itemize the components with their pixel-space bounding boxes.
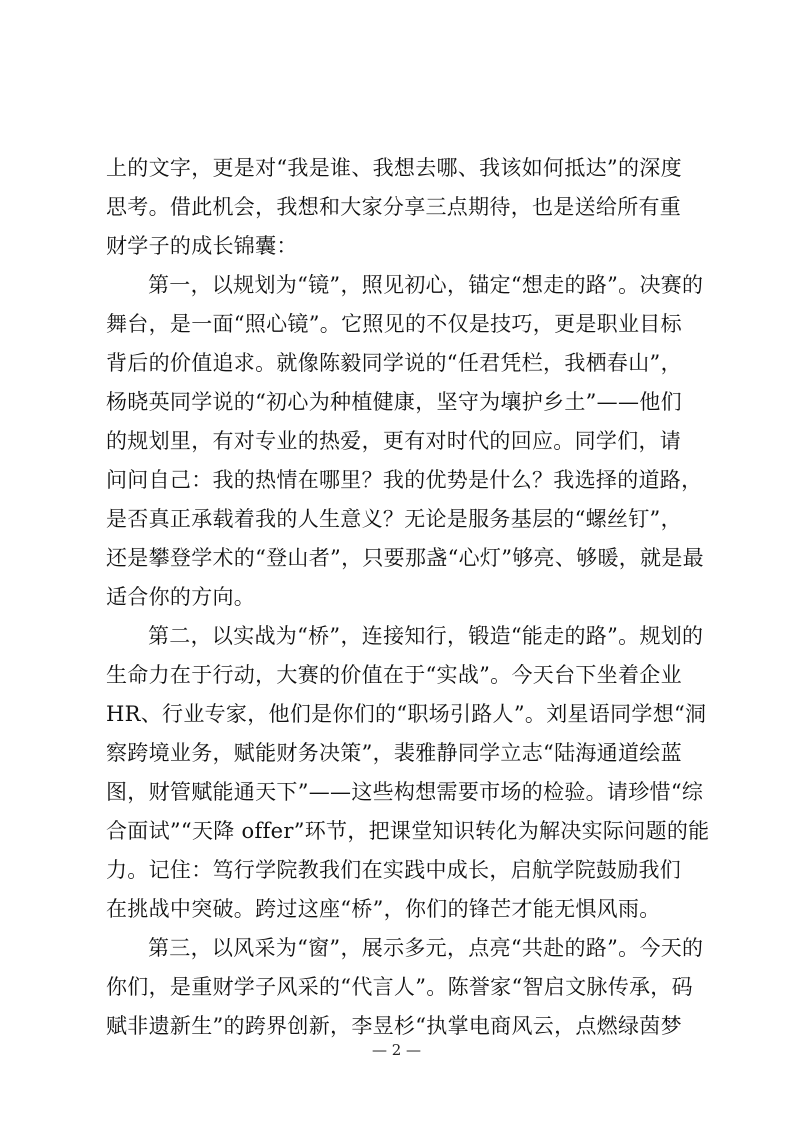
text-line: 的规划里，有对专业的热爱，更有对时代的回应。同学们，请: [106, 429, 682, 453]
text-line: 财学子的成长锦囊：: [106, 234, 298, 258]
text-line: 思考。借此机会，我想和大家分享三点期待，也是送给所有重: [106, 195, 682, 219]
text-line: 杨晓英同学说的“初心为种植健康，坚守为壤护乡土”——他们: [106, 390, 682, 414]
text-line: HR、行业专家，他们是你们的“职场引路人”。刘星语同学想“洞: [106, 702, 707, 726]
text-line: 力。记住：笃行学院教我们在实践中成长，启航学院鼓励我们: [106, 858, 682, 882]
text-line: 生命力在于行动，大赛的价值在于“实战”。今天台下坐着企业: [106, 663, 682, 687]
text-line: 第一，以规划为“镜”，照见初心，锚定“想走的路”。决赛的: [148, 273, 704, 297]
text-line: 上的文字，更是对“我是谁、我想去哪、我该如何抵达”的深度: [106, 156, 682, 180]
page-number: — 2 —: [371, 1041, 422, 1059]
text-line: 图，财管赋能通天下”——这些构想需要市场的检验。请珍惜“综: [106, 780, 704, 804]
text-line: 察跨境业务，赋能财务决策”，裴雅静同学立志“陆海通道绘蓝: [106, 741, 682, 765]
text-line: 还是攀登学术的“登山者”，只要那盏“心灯”够亮、够暖，就是最: [106, 546, 704, 570]
text-line: 赋非遗新生”的跨界创新，李昱杉“执掌电商风云，点燃绿茵梦: [106, 1014, 682, 1038]
text-line: 是否真正承载着我的人生意义？无论是服务基层的“螺丝钉”，: [106, 507, 682, 531]
text-line: 第二，以实战为“桥”，连接知行，锻造“能走的路”。规划的: [148, 624, 704, 648]
text-line: 在挑战中突破。跨过这座“桥”，你们的锋芒才能无惧风雨。: [106, 897, 661, 921]
text-line: 问问自己：我的热情在哪里？我的优势是什么？我选择的道路，: [106, 468, 703, 492]
text-line: 合面试”“天降 offer”环节，把课堂知识转化为解决实际问题的能: [106, 819, 710, 843]
text-line: 背后的价值追求。就像陈毅同学说的“任君凭栏，我栖春山”，: [106, 351, 682, 375]
text-line: 第三，以风采为“窗”，展示多元，点亮“共赴的路”。今天的: [148, 936, 704, 960]
text-line: 你们，是重财学子风采的“代言人”。陈誉家“智启文脉传承，码: [106, 975, 693, 999]
text-line: 舞台，是一面“照心镜”。它照见的不仅是技巧，更是职业目标: [106, 312, 682, 336]
text-line: 适合你的方向。: [106, 585, 256, 609]
